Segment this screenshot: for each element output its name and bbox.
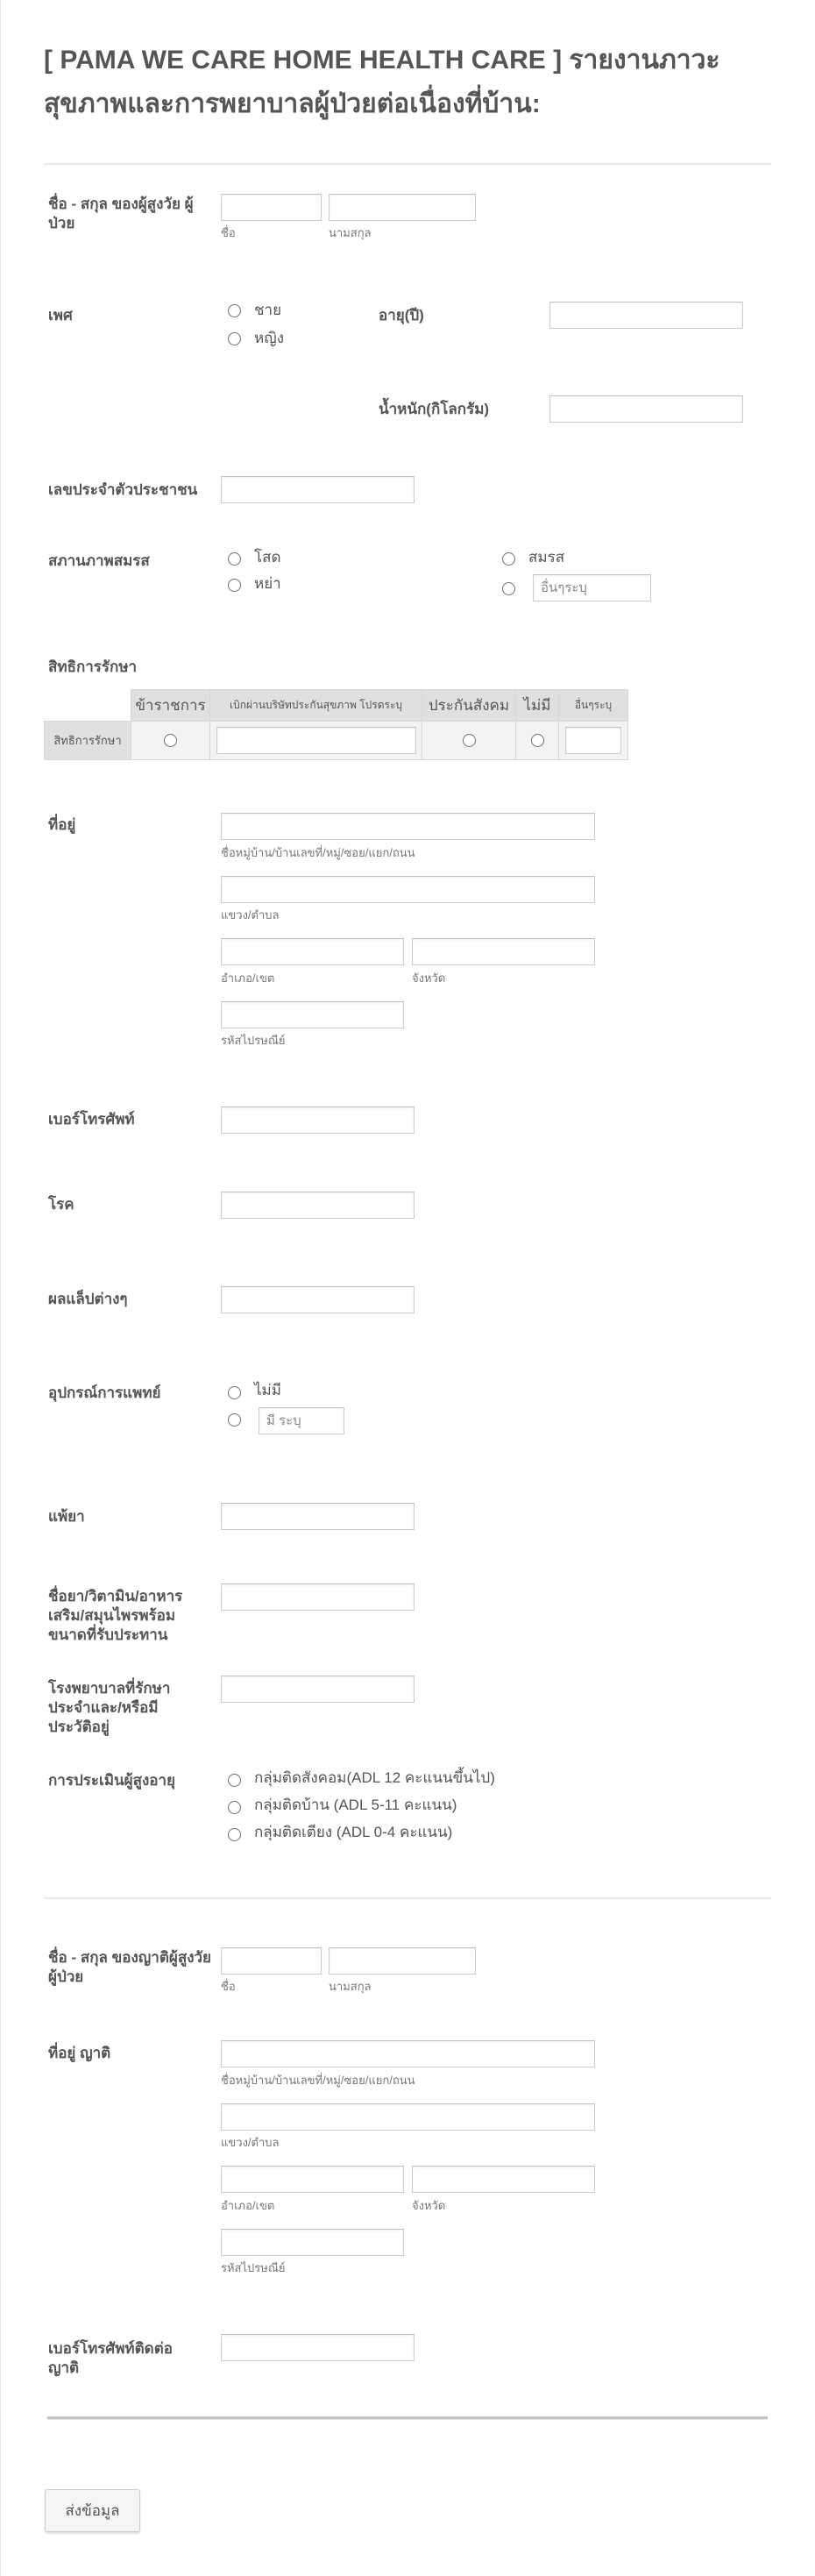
address-province-input[interactable] — [412, 938, 595, 965]
assessment-bedridden-label: กลุ่มติดเตียง (ADL 0-4 คะแนน) — [254, 1824, 453, 1840]
relative-address-street-sublabel: ชื่อหมู่บ้าน/บ้านเลขที่/หมู่/ซอย/แยก/ถนน — [221, 2074, 415, 2087]
address-district-sublabel: อำเภอ/เขต — [221, 971, 275, 985]
matrix-col-social-security: ประกันสังคม — [422, 690, 516, 722]
medical-equipment-label: อุปกรณ์การแพทย์ — [48, 1384, 161, 1401]
rights-private-insurance-input[interactable] — [216, 727, 416, 754]
disease-label: โรค — [48, 1196, 74, 1213]
address-subdistrict-sublabel: แขวง/ตำบล — [221, 908, 280, 922]
patient-last-name-input[interactable] — [329, 194, 476, 221]
elderly-assessment-label: การประเมินผู้สูงอายุ — [48, 1772, 176, 1789]
equipment-none-label: ไม่มี — [254, 1382, 281, 1398]
weight-label: น้ำหนัก(กิโลกรัม) — [379, 401, 490, 417]
address-postal-sublabel: รหัสไปรษณีย์ — [221, 1034, 286, 1047]
relative-address-province-sublabel: จังหวัด — [412, 2199, 446, 2212]
gender-label: เพศ — [48, 307, 73, 324]
submit-button[interactable]: ส่งข้อมูล — [45, 2489, 140, 2532]
assessment-social-radio[interactable] — [228, 1774, 241, 1787]
relative-last-name-sublabel: นามสกุล — [329, 1980, 372, 1993]
drug-allergy-input[interactable] — [221, 1503, 415, 1530]
marital-single-label: โสด — [254, 549, 281, 566]
address-province-sublabel: จังหวัด — [412, 971, 446, 985]
equipment-other-input[interactable] — [259, 1407, 344, 1434]
equipment-none-radio[interactable] — [228, 1386, 241, 1399]
treatment-rights-matrix — [44, 689, 628, 760]
marital-other-input[interactable] — [533, 574, 651, 601]
medications-label: ชื่อยา/วิตามิน/อาหารเสริม/สมุนไพรพร้อมขนาดที่รับประทาน — [48, 1588, 183, 1643]
address-district-input[interactable] — [221, 938, 404, 965]
rights-none-radio[interactable] — [531, 734, 544, 747]
footer-divider — [47, 2416, 768, 2420]
patient-first-name-sublabel: ชื่อ — [221, 226, 236, 239]
matrix-col-government: ข้าราชการ — [131, 690, 210, 722]
assessment-bedridden-radio[interactable] — [228, 1828, 241, 1841]
gender-female-label: หญิง — [254, 330, 284, 346]
marital-status-label: สภานภาพสมรส — [48, 552, 150, 569]
form-title: [ PAMA WE CARE HOME HEALTH CARE ] รายงานภาวะสุขภาพและการพยาบาลผู้ป่วยต่อเนื่องที่บ้าน: — [44, 46, 720, 118]
relative-first-name-input[interactable] — [221, 1947, 322, 1975]
header-divider — [44, 163, 771, 165]
patient-last-name-sublabel: นามสกุล — [329, 226, 372, 239]
relative-address-postal-input[interactable] — [221, 2229, 404, 2256]
relative-address-district-input[interactable] — [221, 2166, 404, 2193]
assessment-social-label: กลุ่มติดสังคอม(ADL 12 คะแนนขึ้นไป) — [254, 1769, 495, 1786]
matrix-col-other: อื่นๆระบุ — [559, 690, 628, 722]
matrix-row-label: สิทธิการรักษา — [45, 722, 131, 760]
matrix-row — [45, 722, 628, 760]
relative-address-subdistrict-sublabel: แขวง/ตำบล — [221, 2136, 280, 2149]
address-street-input[interactable] — [221, 813, 595, 840]
address-label: ที่อยู่ — [48, 816, 76, 833]
relative-address-label: ที่อยู่ ญาติ — [48, 2045, 111, 2061]
patient-name-label: ชื่อ - สกุล ของผู้สูงวัย ผู้ป่วย — [48, 196, 194, 231]
gender-male-radio[interactable] — [228, 304, 241, 317]
address-postal-input[interactable] — [221, 1001, 404, 1028]
rights-social-security-radio[interactable] — [463, 734, 476, 747]
relative-address-postal-sublabel: รหัสไปรษณีย์ — [221, 2261, 286, 2274]
relative-name-label: ชื่อ - สกุล ของญาติผู้สูงวัย ผู้ป่วย — [48, 1949, 212, 1985]
lab-results-label: ผลแล็ปต่างๆ — [48, 1291, 128, 1307]
marital-married-label: สมรส — [528, 549, 565, 566]
matrix-col-private-insurance: เบิกผ่านบริษัทประกันสุขภาพ โปรดระบุ — [210, 690, 422, 722]
medications-input[interactable] — [221, 1583, 415, 1611]
lab-results-input[interactable] — [221, 1286, 415, 1313]
relative-address-province-input[interactable] — [412, 2166, 595, 2193]
address-subdistrict-input[interactable] — [221, 876, 595, 903]
relative-last-name-input[interactable] — [329, 1947, 476, 1975]
patient-first-name-input[interactable] — [221, 194, 322, 221]
national-id-label: เลขประจำตัวประชาชน — [48, 481, 198, 498]
relative-first-name-sublabel: ชื่อ — [221, 1980, 236, 1993]
relative-address-street-input[interactable] — [221, 2040, 595, 2067]
marital-single-radio[interactable] — [228, 552, 241, 566]
treatment-rights-label: สิทธิการรักษา — [48, 658, 138, 675]
national-id-input[interactable] — [221, 476, 415, 503]
rights-government-radio[interactable] — [164, 734, 177, 747]
relative-address-district-sublabel: อำเภอ/เขต — [221, 2199, 275, 2212]
phone-label: เบอร์โทรศัพท์ — [48, 1111, 135, 1128]
gender-female-radio[interactable] — [228, 332, 241, 345]
assessment-homebound-label: กลุ่มติดบ้าน (ADL 5-11 คะแนน) — [254, 1797, 457, 1813]
address-street-sublabel: ชื่อหมู่บ้าน/บ้านเลขที่/หมู่/ซอย/แยก/ถนน — [221, 846, 415, 859]
gender-male-label: ชาย — [254, 302, 282, 318]
drug-allergy-label: แพ้ยา — [48, 1508, 85, 1525]
hospital-label: โรงพยาบาลที่รักษาประจำและ/หรือมีประวัติอยู่ — [48, 1680, 171, 1735]
matrix-corner — [45, 690, 131, 722]
marital-married-radio[interactable] — [502, 552, 515, 566]
section-divider — [44, 1897, 771, 1899]
disease-input[interactable] — [221, 1192, 415, 1219]
equipment-other-radio[interactable] — [228, 1413, 241, 1427]
marital-divorced-label: หย่า — [254, 575, 281, 592]
relative-phone-label: เบอร์โทรศัพท์ติดต่อญาติ — [48, 2340, 173, 2376]
phone-input[interactable] — [221, 1107, 415, 1134]
relative-address-subdistrict-input[interactable] — [221, 2103, 595, 2131]
hospital-input[interactable] — [221, 1676, 415, 1703]
marital-divorced-radio[interactable] — [228, 579, 241, 592]
assessment-homebound-radio[interactable] — [228, 1801, 241, 1814]
page-left-border — [0, 0, 1, 2576]
age-input[interactable] — [549, 302, 743, 329]
marital-other-radio[interactable] — [502, 582, 515, 595]
rights-other-input[interactable] — [565, 727, 621, 754]
weight-input[interactable] — [549, 395, 743, 423]
relative-phone-input[interactable] — [221, 2334, 415, 2361]
age-label: อายุ(ปี) — [379, 307, 424, 324]
matrix-col-none: ไม่มี — [516, 690, 559, 722]
